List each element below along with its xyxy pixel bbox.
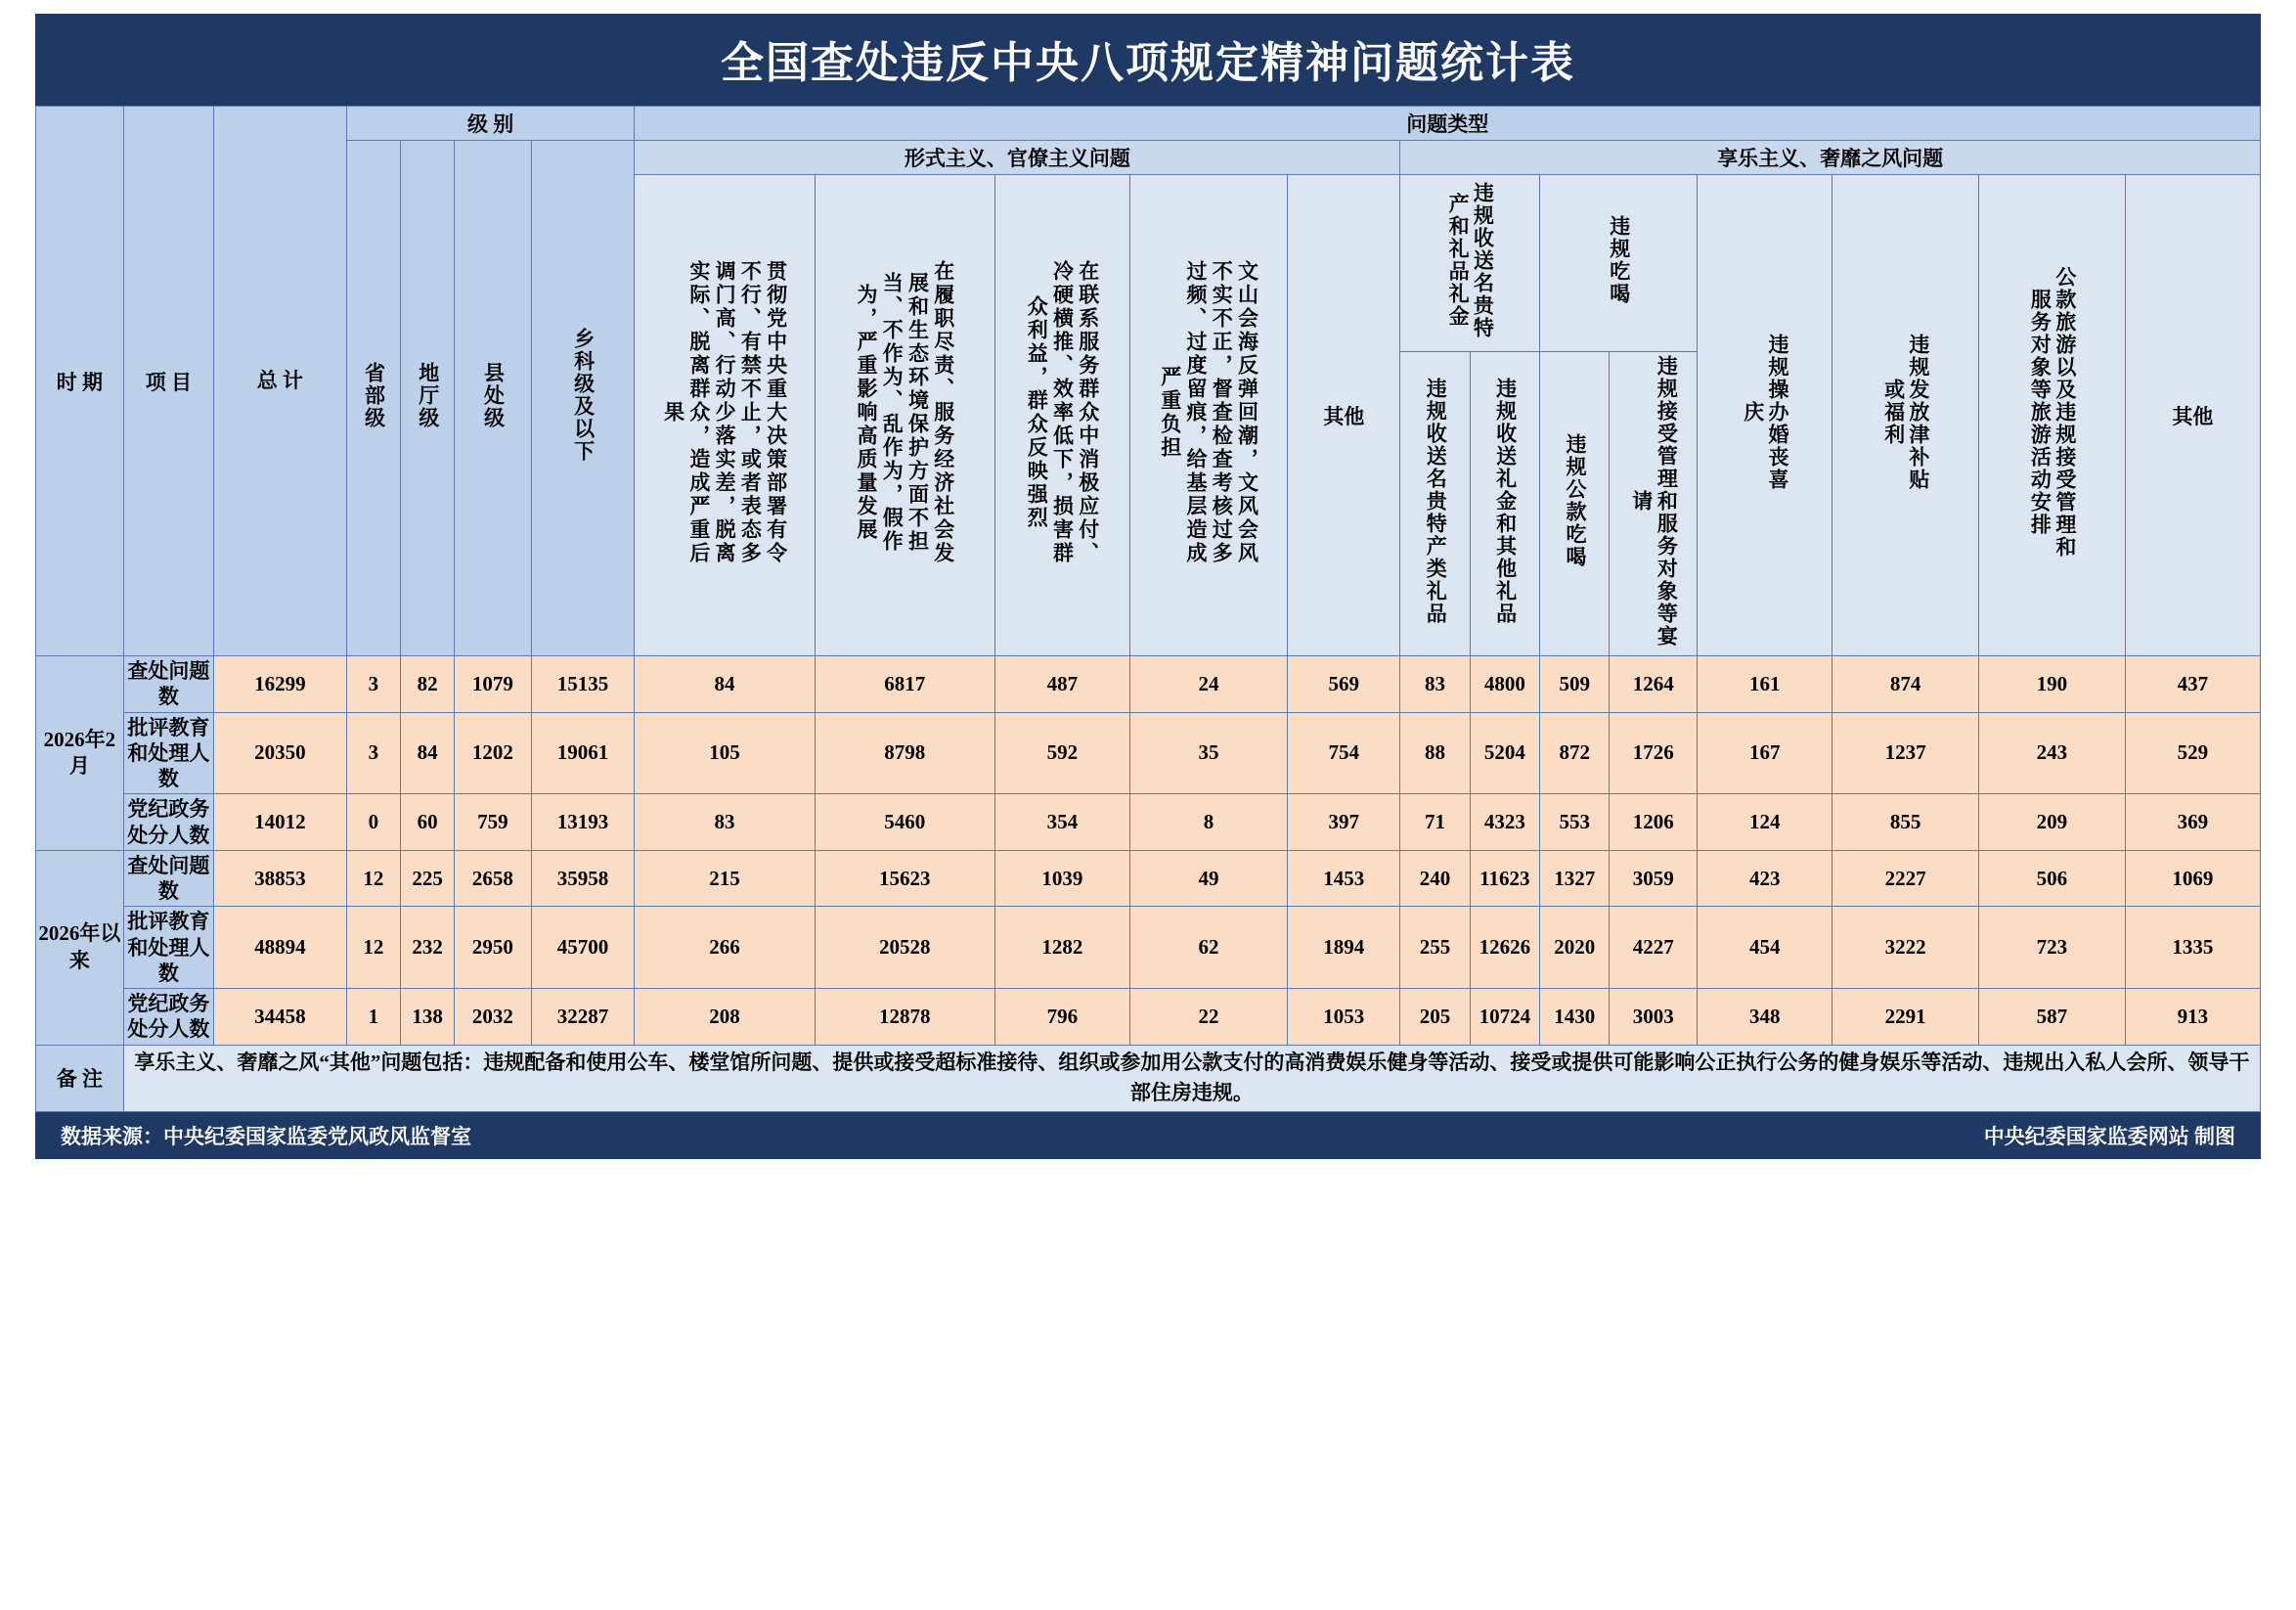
header-formalism-col-4: 文山会海反弹回潮，文风会风不实不正，督查检查考核过多过频、过度留痕，给基层造成严重负担 xyxy=(1129,175,1287,656)
cell-hedonism-3: 3003 xyxy=(1610,989,1698,1046)
cell-level-1: 60 xyxy=(400,794,454,851)
header-level-sheng: 省部级 xyxy=(346,141,400,656)
cell-total: 20350 xyxy=(213,712,346,794)
cell-hedonism-3: 4227 xyxy=(1610,907,1698,989)
cell-formalism-3: 62 xyxy=(1129,907,1287,989)
cell-hedonism-3: 3059 xyxy=(1610,850,1698,907)
cell-formalism-1: 15623 xyxy=(815,850,994,907)
cell-level-2: 2032 xyxy=(455,989,531,1046)
cell-hedonism-5: 855 xyxy=(1832,794,1979,851)
cell-hedonism-2: 553 xyxy=(1540,794,1610,851)
row-period-2: 2026年以来 xyxy=(36,850,124,1045)
note-row xyxy=(36,1045,2261,1111)
header-level-diting: 地厅级 xyxy=(400,141,454,656)
header-hedonism-weddings: 违规操办婚丧喜庆 xyxy=(1698,175,1832,656)
cell-formalism-1: 12878 xyxy=(815,989,994,1046)
cell-level-0: 12 xyxy=(346,907,400,989)
cell-hedonism-4: 348 xyxy=(1698,989,1832,1046)
cell-hedonism-0: 255 xyxy=(1400,907,1470,989)
cell-level-1: 84 xyxy=(400,712,454,794)
note-label: 备 注 xyxy=(36,1045,124,1111)
cell-hedonism-0: 205 xyxy=(1400,989,1470,1046)
cell-formalism-4: 569 xyxy=(1288,656,1400,713)
table-row xyxy=(36,850,2261,907)
cell-hedonism-3: 1264 xyxy=(1610,656,1698,713)
cell-level-1: 82 xyxy=(400,656,454,713)
cell-hedonism-7: 529 xyxy=(2125,712,2260,794)
cell-hedonism-4: 423 xyxy=(1698,850,1832,907)
cell-level-3: 45700 xyxy=(531,907,635,989)
header-formalism-col-1: 贯彻党中央重大决策部署有令不行、有禁不止，或者表态多调门高、行动少落实差，脱离实际、脱离群众，造成严重后果 xyxy=(635,175,815,656)
statistics-table xyxy=(35,106,2261,1112)
cell-hedonism-1: 10724 xyxy=(1470,989,1539,1046)
header-period: 时 期 xyxy=(36,107,124,656)
cell-formalism-3: 24 xyxy=(1129,656,1287,713)
cell-level-3: 35958 xyxy=(531,850,635,907)
header-level-group: 级 别 xyxy=(346,107,635,141)
cell-formalism-4: 754 xyxy=(1288,712,1400,794)
cell-formalism-3: 8 xyxy=(1129,794,1287,851)
row-item-label: 查处问题数 xyxy=(123,850,213,907)
table-row xyxy=(36,656,2261,713)
row-item-label: 查处问题数 xyxy=(123,656,213,713)
cell-hedonism-6: 506 xyxy=(1978,850,2125,907)
header-level-xianchu: 县处级 xyxy=(455,141,531,656)
header-formalism-col-2: 在履职尽责、服务经济社会发展和生态环境保护方面不担当、不作为、乱作为，假作为，严重影响高质量发展 xyxy=(815,175,994,656)
cell-hedonism-7: 437 xyxy=(2125,656,2260,713)
cell-level-3: 13193 xyxy=(531,794,635,851)
cell-formalism-2: 1039 xyxy=(994,850,1129,907)
header-hedonism-gifts-group: 违规收送名贵特产和礼品礼金 xyxy=(1400,175,1540,352)
cell-level-3: 32287 xyxy=(531,989,635,1046)
cell-hedonism-0: 88 xyxy=(1400,712,1470,794)
cell-formalism-2: 796 xyxy=(994,989,1129,1046)
cell-hedonism-2: 872 xyxy=(1540,712,1610,794)
cell-formalism-0: 266 xyxy=(635,907,815,989)
header-level-xiangke: 乡科级及以下 xyxy=(531,141,635,656)
header-hedonism-travel: 公款旅游以及违规接受管理和服务对象等旅游活动安排 xyxy=(1978,175,2125,656)
cell-hedonism-7: 369 xyxy=(2125,794,2260,851)
cell-formalism-2: 592 xyxy=(994,712,1129,794)
cell-hedonism-4: 161 xyxy=(1698,656,1832,713)
cell-hedonism-1: 4800 xyxy=(1470,656,1539,713)
cell-formalism-0: 105 xyxy=(635,712,815,794)
table-row xyxy=(36,712,2261,794)
cell-hedonism-3: 1726 xyxy=(1610,712,1698,794)
note-text: 享乐主义、奢靡之风“其他”问题包括：违规配备和使用公车、楼堂馆所问题、提供或接受超标准接待、组织或参加用公款支付的高消费娱乐健身等活动、接受或提供可能影响公正执行公务的健身娱乐等活动、违规出入私人会所、领导干部住房违规。 xyxy=(123,1045,2260,1111)
cell-hedonism-1: 5204 xyxy=(1470,712,1539,794)
cell-formalism-0: 208 xyxy=(635,989,815,1046)
cell-hedonism-2: 1430 xyxy=(1540,989,1610,1046)
cell-hedonism-5: 2227 xyxy=(1832,850,1979,907)
cell-level-0: 3 xyxy=(346,712,400,794)
cell-formalism-1: 8798 xyxy=(815,712,994,794)
data-source: 数据来源：中央纪委国家监委党风政风监督室 xyxy=(61,1124,471,1148)
cell-hedonism-2: 509 xyxy=(1540,656,1610,713)
cell-hedonism-0: 240 xyxy=(1400,850,1470,907)
cell-level-2: 2950 xyxy=(455,907,531,989)
cell-hedonism-3: 1206 xyxy=(1610,794,1698,851)
cell-level-2: 759 xyxy=(455,794,531,851)
header-hedonism-other: 其他 xyxy=(2125,175,2260,656)
row-item-label: 党纪政务处分人数 xyxy=(123,794,213,851)
cell-hedonism-5: 874 xyxy=(1832,656,1979,713)
cell-formalism-4: 1053 xyxy=(1288,989,1400,1046)
cell-hedonism-5: 2291 xyxy=(1832,989,1979,1046)
cell-level-0: 0 xyxy=(346,794,400,851)
row-period-1: 2026年2月 xyxy=(36,656,124,851)
header-problem-type: 问题类型 xyxy=(635,107,2261,141)
cell-total: 38853 xyxy=(213,850,346,907)
cell-level-3: 19061 xyxy=(531,712,635,794)
cell-formalism-4: 1453 xyxy=(1288,850,1400,907)
header-hedonism-gifts-cash: 违规收送礼金和其他礼品 xyxy=(1470,352,1539,656)
cell-hedonism-0: 83 xyxy=(1400,656,1470,713)
header-formalism-group: 形式主义、官僚主义问题 xyxy=(635,141,1400,175)
cell-hedonism-4: 167 xyxy=(1698,712,1832,794)
cell-formalism-0: 83 xyxy=(635,794,815,851)
header-hedonism-group: 享乐主义、奢靡之风问题 xyxy=(1400,141,2261,175)
row-item-label: 批评教育和处理人数 xyxy=(123,907,213,989)
cell-level-0: 3 xyxy=(346,656,400,713)
cell-formalism-2: 487 xyxy=(994,656,1129,713)
header-total: 总 计 xyxy=(213,107,346,656)
table-row xyxy=(36,989,2261,1046)
cell-total: 34458 xyxy=(213,989,346,1046)
cell-hedonism-2: 1327 xyxy=(1540,850,1610,907)
cell-level-3: 15135 xyxy=(531,656,635,713)
header-formalism-col-other: 其他 xyxy=(1288,175,1400,656)
cell-hedonism-6: 587 xyxy=(1978,989,2125,1046)
table-row xyxy=(36,907,2261,989)
cell-hedonism-5: 1237 xyxy=(1832,712,1979,794)
cell-hedonism-4: 454 xyxy=(1698,907,1832,989)
header-hedonism-dining-public: 违规公款吃喝 xyxy=(1540,352,1610,656)
cell-total: 14012 xyxy=(213,794,346,851)
cell-hedonism-6: 723 xyxy=(1978,907,2125,989)
cell-level-0: 12 xyxy=(346,850,400,907)
cell-hedonism-1: 12626 xyxy=(1470,907,1539,989)
cell-total: 16299 xyxy=(213,656,346,713)
cell-hedonism-6: 243 xyxy=(1978,712,2125,794)
cell-hedonism-7: 1335 xyxy=(2125,907,2260,989)
cell-hedonism-2: 2020 xyxy=(1540,907,1610,989)
cell-level-2: 1079 xyxy=(455,656,531,713)
cell-total: 48894 xyxy=(213,907,346,989)
cell-hedonism-4: 124 xyxy=(1698,794,1832,851)
cell-formalism-2: 354 xyxy=(994,794,1129,851)
cell-formalism-3: 35 xyxy=(1129,712,1287,794)
cell-hedonism-7: 1069 xyxy=(2125,850,2260,907)
header-hedonism-gifts-specialty: 违规收送名贵特产类礼品 xyxy=(1400,352,1470,656)
header-item: 项 目 xyxy=(123,107,213,656)
cell-formalism-1: 6817 xyxy=(815,656,994,713)
cell-hedonism-7: 913 xyxy=(2125,989,2260,1046)
cell-hedonism-5: 3222 xyxy=(1832,907,1979,989)
cell-hedonism-6: 190 xyxy=(1978,656,2125,713)
footer-bar xyxy=(35,1112,2261,1159)
footer-credit: 中央纪委国家监委网站 制图 xyxy=(1983,1124,2235,1148)
cell-formalism-2: 1282 xyxy=(994,907,1129,989)
cell-formalism-0: 215 xyxy=(635,850,815,907)
cell-formalism-3: 22 xyxy=(1129,989,1287,1046)
page-title: 全国查处违反中央八项规定精神问题统计表 xyxy=(35,14,2261,106)
cell-formalism-0: 84 xyxy=(635,656,815,713)
row-item-label: 党纪政务处分人数 xyxy=(123,989,213,1046)
cell-level-2: 1202 xyxy=(455,712,531,794)
cell-formalism-3: 49 xyxy=(1129,850,1287,907)
row-item-label: 批评教育和处理人数 xyxy=(123,712,213,794)
cell-level-0: 1 xyxy=(346,989,400,1046)
cell-level-1: 138 xyxy=(400,989,454,1046)
header-hedonism-dining-group: 违规吃喝 xyxy=(1540,175,1698,352)
cell-hedonism-6: 209 xyxy=(1978,794,2125,851)
header-hedonism-dining-banquet: 违规接受管理和服务对象等宴请 xyxy=(1610,352,1698,656)
cell-level-2: 2658 xyxy=(455,850,531,907)
header-formalism-col-3: 在联系服务群众中消极应付、冷硬横推、效率低下，损害群众利益，群众反映强烈 xyxy=(994,175,1129,656)
cell-formalism-1: 5460 xyxy=(815,794,994,851)
header-hedonism-allowances: 违规发放津补贴或福利 xyxy=(1832,175,1979,656)
header-row-2 xyxy=(36,141,2261,175)
table-row xyxy=(36,794,2261,851)
cell-level-1: 232 xyxy=(400,907,454,989)
cell-hedonism-1: 11623 xyxy=(1470,850,1539,907)
header-row-1 xyxy=(36,107,2261,141)
cell-hedonism-1: 4323 xyxy=(1470,794,1539,851)
cell-formalism-1: 20528 xyxy=(815,907,994,989)
cell-level-1: 225 xyxy=(400,850,454,907)
cell-formalism-4: 1894 xyxy=(1288,907,1400,989)
cell-hedonism-0: 71 xyxy=(1400,794,1470,851)
cell-formalism-4: 397 xyxy=(1288,794,1400,851)
